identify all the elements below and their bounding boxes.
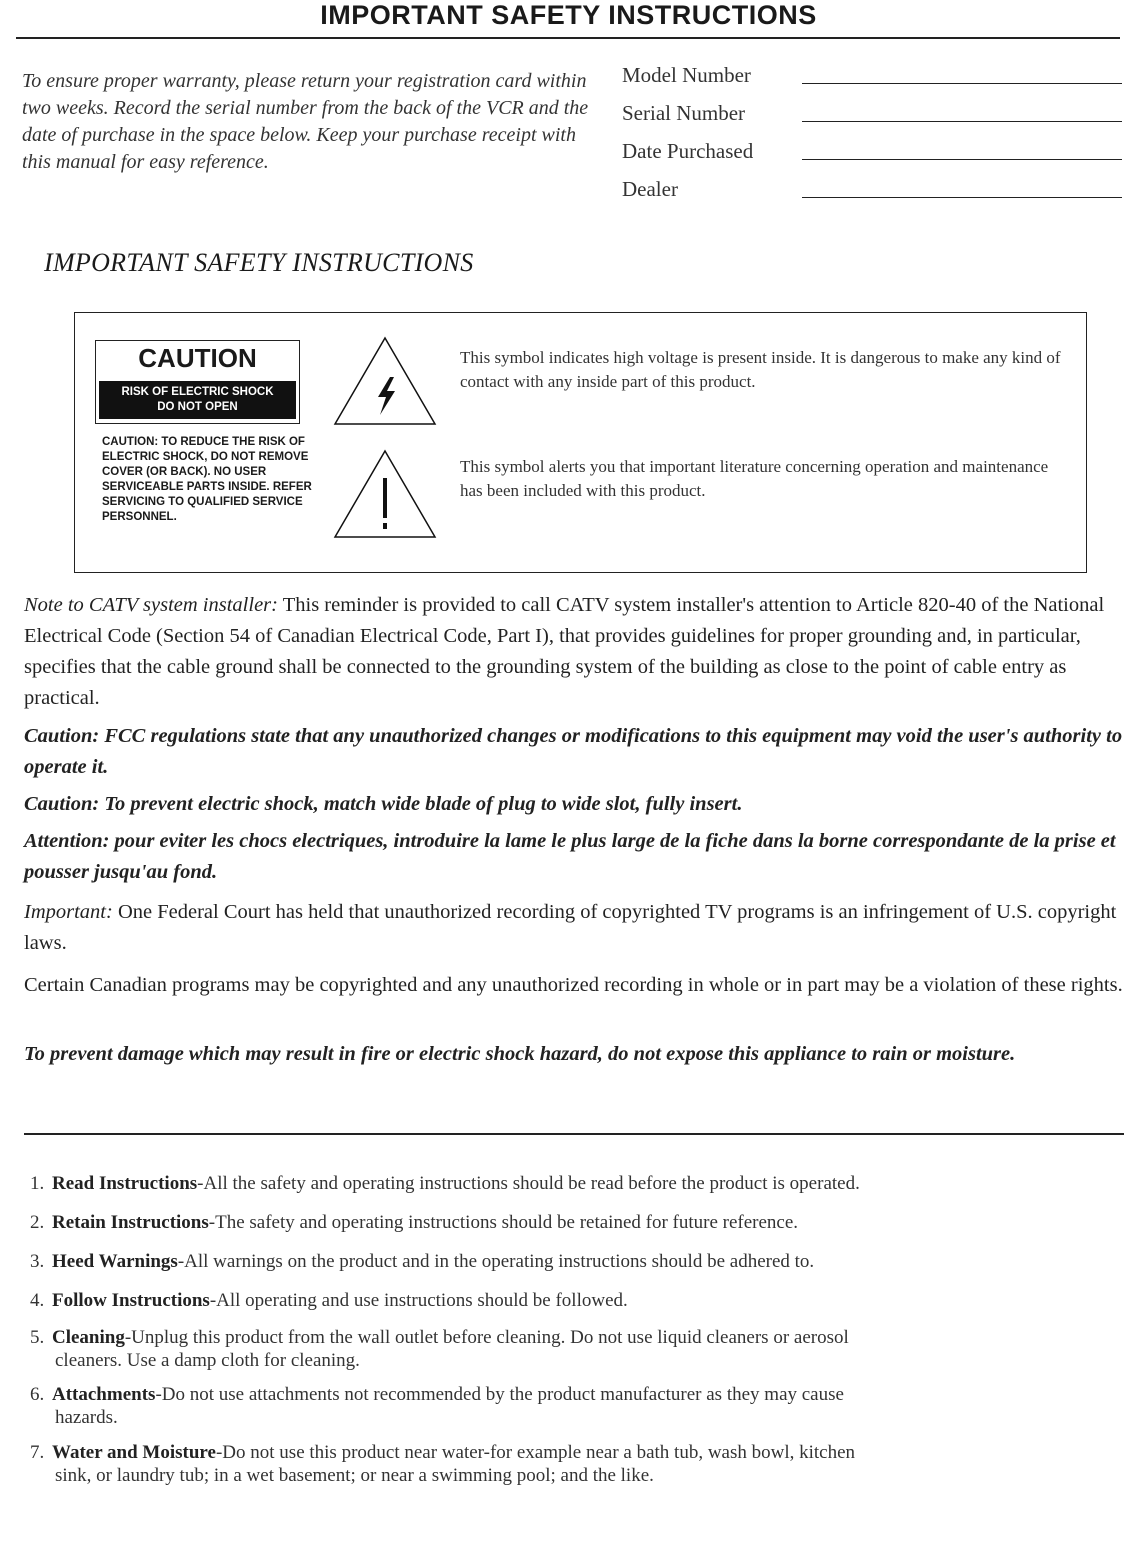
item-title: Read Instructions [52,1173,198,1194]
copyright-important-lead: Important: [24,901,113,923]
item-number: 5. [30,1327,45,1348]
model-number-label: Model Number [622,63,751,87]
instruction-item [30,1289,1120,1312]
serial-number-label: Serial Number [622,101,746,125]
instruction-item [30,1250,1120,1273]
page-title: IMPORTANT SAFETY INSTRUCTIONS [320,0,817,30]
item-title: Follow Instructions [52,1290,210,1311]
item-number: 2. [30,1212,45,1233]
caution-word: CAUTION [138,343,257,373]
model-number-row [622,62,1122,92]
serial-number-row [622,100,1122,130]
canadian-copyright-note: Certain Canadian programs may be copyrighted and any unauthorized recording in whole or in part may be a violation of these rights. [24,974,1123,996]
header-rule [16,37,1120,39]
item-text: -The safety and operating instructions should be retained for future reference. [208,1212,799,1233]
catv-note-text: This reminder is provided to call CATV system installer's attention to Article 820-40 of the National Electrical Code (Section 54 of Canadian Electrical Code, Part I), that provides guidelines for proper grounding and, in particular, specifies that the cable ground shall be connected to the grounding system of the building as close to the point of cable entry as practical. [24,594,1105,709]
catv-note-lead: Note to CATV system installer: [24,594,278,616]
item-title: Water and Moisture [52,1442,216,1463]
dealer-row [622,176,1122,206]
item-text-continued: sink, or laundry tub; in a wet basement; or near a swimming pool; and the like. [55,1465,654,1486]
item-text-continued: hazards. [55,1407,118,1428]
caution-fine-print: CAUTION: TO REDUCE THE RISK OF ELECTRIC SHOCK, DO NOT REMOVE COVER (OR BACK). NO USER SERVICEABLE PARTS INSIDE. REFER SERVICING TO QUALIFIED SERVICE PERSONNEL. [102,436,312,523]
fcc-caution: Caution: FCC regulations state that any unauthorized changes or modifications to this equipment may void the user's authority to operate it. [24,725,1123,778]
date-purchased-line [802,159,1122,160]
exclamation-triangle-icon [332,448,438,540]
item-number: 3. [30,1251,45,1272]
caution-band-line2: DO NOT OPEN [157,401,238,413]
item-number: 7. [30,1442,45,1463]
item-title: Cleaning [52,1327,125,1348]
dealer-line [802,197,1122,198]
instruction-item [30,1441,1120,1487]
model-number-line [802,83,1122,84]
plug-caution: Caution: To prevent electric shock, match wide blade of plug to wide slot, fully insert. [24,793,743,815]
instruction-item [30,1172,1120,1195]
date-purchased-row [622,138,1122,168]
instruction-item [30,1383,1120,1429]
item-text: -All the safety and operating instructions should be read before the product is operated. [197,1173,860,1194]
item-text: -All operating and use instructions should be followed. [209,1290,628,1311]
serial-number-line [802,121,1122,122]
item-title: Retain Instructions [52,1212,209,1233]
item-title: Attachments [52,1384,156,1405]
item-text: -All warnings on the product and in the operating instructions should be adhered to. [177,1251,815,1272]
section-heading: IMPORTANT SAFETY INSTRUCTIONS [44,248,474,277]
exclamation-symbol-text: This symbol alerts you that important literature concerning operation and maintenance has been included with this product. [460,457,1049,500]
instruction-item [30,1326,1120,1372]
copyright-important-text: One Federal Court has held that unauthorized recording of copyrighted TV programs is an infringement of U.S. copyright laws. [24,901,1117,954]
date-purchased-label: Date Purchased [622,139,754,163]
item-number: 6. [30,1384,45,1405]
instruction-item [30,1211,1120,1234]
item-number: 4. [30,1290,45,1311]
catv-note [24,590,1124,714]
lightning-triangle-icon [332,335,438,427]
caution-label [95,340,300,424]
item-text: -Unplug this product from the wall outlet before cleaning. Do not use liquid cleaners or aerosol [124,1327,849,1348]
lightning-symbol-text: This symbol indicates high voltage is present inside. It is dangerous to make any kind of contact with any inside part of this product. [460,348,1061,391]
dealer-label: Dealer [622,177,678,201]
caution-band [99,381,296,419]
section-rule [24,1133,1124,1135]
copyright-important [24,897,1124,959]
item-text: -Do not use attachments not recommended by the product manufacturer as they may cause [155,1384,844,1405]
item-text-continued: cleaners. Use a damp cloth for cleaning. [55,1350,360,1371]
registration-intro: To ensure proper warranty, please return your registration card within two weeks. Record the serial number from the back of the VCR and the date of purchase in the space below. Keep your purchase receipt with this manual for easy reference. [22,70,589,173]
moisture-warning: To prevent damage which may result in fire or electric shock hazard, do not expose this appliance to rain or moisture. [24,1043,1016,1065]
item-title: Heed Warnings [52,1251,178,1272]
item-number: 1. [30,1173,45,1194]
french-attention: Attention: pour eviter les chocs electriques, introduire la lame le plus large de la fiche dans la borne correspondante de la prise et pousser jusqu'au fond. [24,830,1116,883]
item-text: -Do not use this product near water-for example near a bath tub, wash bowl, kitchen [215,1442,856,1463]
caution-band-line1: RISK OF ELECTRIC SHOCK [121,386,274,398]
